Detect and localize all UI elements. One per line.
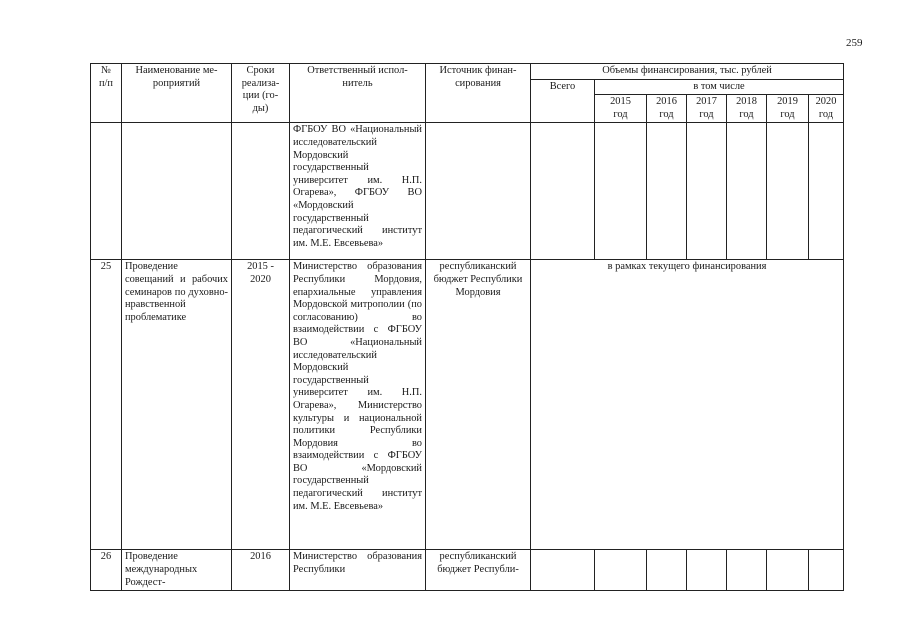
row-2017-cell [687,123,727,260]
financing-table [90,63,844,591]
header-year-2015: 2015 год [595,95,647,123]
row-2016-cell [647,123,687,260]
row-name: Проведение международных Рождест- [122,550,232,591]
header-num: № п/п [91,64,122,123]
row-terms: 2015 - 2020 [232,260,290,550]
row-terms [232,123,290,260]
header-including: в том числе [595,79,844,95]
header-year-2018: 2018 год [727,95,767,123]
row-2018-cell [727,123,767,260]
row-source: республиканский бюджет Республики Мордовия [426,260,531,550]
row-2018-cell [727,550,767,591]
header-year-2019: 2019 год [767,95,809,123]
row-total-cell [531,550,595,591]
row-executor: Министерство образования Республики [290,550,426,591]
row-source: республиканский бюджет Республи- [426,550,531,591]
header-name: Наименование ме- роприятий [122,64,232,123]
table-row [91,550,844,591]
row-2015-cell [595,550,647,591]
row-2020-cell [809,123,844,260]
row-executor: Министерство образования Республики Мордовия, епархиальные управления Мордовской митрополии (по согласованию) во взаимодействии с ФГБОУ ВО «Национальный исследовательский Мордовский государственный университет им. Н.П. Огарева», Министерство культуры и национальной политики Республики Мордовия во взаимодействии с ФГБОУ ВО «Мордовский государственный педагогический институт им. М.Е. Евсевьева» [290,260,426,550]
header-source: Источник финан- сирования [426,64,531,123]
table-row [91,260,844,550]
row-num [91,123,122,260]
row-2019-cell [767,123,809,260]
row-name: Проведение совещаний и рабочих семинаров по духовно-нравственной проблематике [122,260,232,550]
page-number: 259 [846,37,863,49]
row-2015-cell [595,123,647,260]
row-2019-cell [767,550,809,591]
header-total: Всего [531,79,595,123]
header-terms: Сроки реализа- ции (го- ды) [232,64,290,123]
table-row [91,123,844,260]
row-num: 25 [91,260,122,550]
row-financing-note: в рамках текущего финансирования [531,260,844,550]
row-terms: 2016 [232,550,290,591]
row-2016-cell [647,550,687,591]
row-total-cell [531,123,595,260]
row-2017-cell [687,550,727,591]
row-name [122,123,232,260]
row-2020-cell [809,550,844,591]
row-num: 26 [91,550,122,591]
header-year-2020: 2020 год [809,95,844,123]
header-year-2017: 2017 год [687,95,727,123]
header-volumes: Объемы финансирования, тыс. рублей [531,64,844,80]
header-executor: Ответственный испол- нитель [290,64,426,123]
row-source [426,123,531,260]
row-executor: ФГБОУ ВО «Национальный исследовательский Мордовский государственный университет им. Н.П. Огарева», ФГБОУ ВО «Мордовский государственный педагогический институт им. М.Е. Евсевьева» [290,123,426,260]
header-year-2016: 2016 год [647,95,687,123]
